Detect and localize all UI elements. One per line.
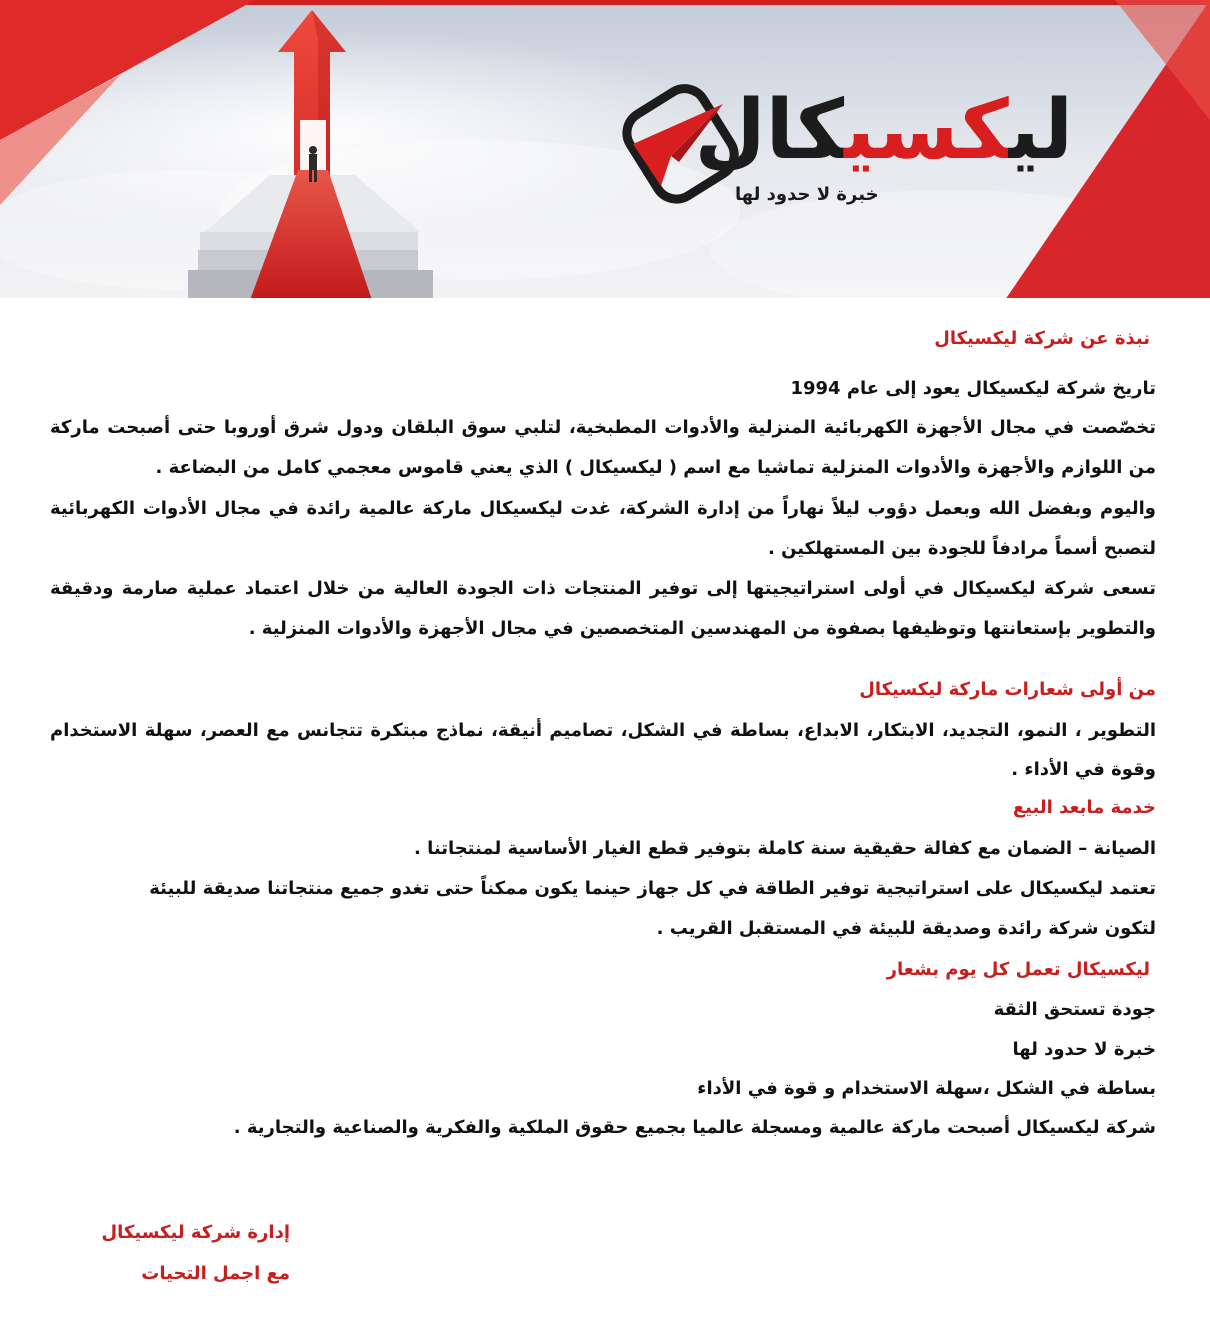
motto-line: جودة تستحق الثقة xyxy=(993,999,1156,1020)
section-heading-about: نبذة عن شركة ليكسيكال xyxy=(934,328,1150,349)
document-body xyxy=(0,298,1210,1338)
motto-line: شركة ليكسيكال أصبحت ماركة عالمية ومسجلة عالميا بجميع حقوق الملكية والفكرية والصناعية والتجارية . xyxy=(233,1117,1156,1138)
paragraph-line: وقوة في الأداء . xyxy=(1011,759,1156,780)
motto-line: بساطة في الشكل ،سهلة الاستخدام و قوة في الأداء xyxy=(697,1078,1156,1099)
paragraph-line: واليوم وبفضل الله وبعمل دؤوب ليلاً نهاراً من إدارة الشركة، غدت ليكسيكال ماركة عالمية رائدة في مجال الأدوات الكهربائية xyxy=(50,498,1156,519)
paragraph-line: من اللوازم والأجهزة والأدوات المنزلية تماشيا مع اسم ( ليكسيكال ) الذي يعني قاموس معجمي كامل من البضاعة . xyxy=(155,457,1156,478)
paragraph-line: تاريخ شركة ليكسيكال يعود إلى عام 1994 xyxy=(790,378,1156,399)
paragraph-line: تعتمد ليكسيكال على استراتيجية توفير الطاقة في كل جهاز حينما يكون ممكناً حتى تغدو جميع منتجاتنا صديقة للبيئة xyxy=(149,878,1156,899)
brand-name xyxy=(694,83,1073,178)
signature-greeting: مع اجمل التحيات xyxy=(141,1263,290,1284)
brand-logo-block xyxy=(615,78,1085,218)
brand-name-part: كال xyxy=(694,83,845,178)
header-banner xyxy=(0,0,1210,298)
paragraph-line: تسعى شركة ليكسيكال في أولى استراتيجيتها إلى توفير المنتجات ذات الجودة العالية من خلال اعتماد عملية صارمة ودقيقة xyxy=(50,578,1156,599)
section-heading-slogans: من أولى شعارات ماركة ليكسيكال xyxy=(859,679,1156,700)
paragraph-line: تخصّصت في مجال الأجهزة الكهربائية المنزلية والأدوات المطبخية، لتلبي سوق البلقان ودول شرق أوروبا حتى أصبحت ماركة xyxy=(50,417,1156,438)
paragraph-line: الصيانة – الضمان مع كفالة حقيقية سنة كاملة بتوفير قطع الغيار الأساسية لمنتجاتنا . xyxy=(413,838,1156,859)
signature-company: إدارة شركة ليكسيكال xyxy=(101,1222,290,1243)
paragraph-line: لتصبح أسماً مرادفاً للجودة بين المستهلكين . xyxy=(767,538,1156,559)
section-heading-service: خدمة مابعد البيع xyxy=(1012,797,1156,818)
paragraph-line: التطوير ، النمو، التجديد، الابتكار، الابداع، بساطة في الشكل، تصاميم أنيقة، نماذج مبتكرة تتجانس مع العصر، سهلة الاستخدام xyxy=(50,720,1156,741)
paragraph-line: والتطوير بإستعانتها وتوظيفها بصفوة من المهندسين المتخصصين في مجال الأجهزة والأدوات المنزلية . xyxy=(248,618,1156,639)
paragraph-line: لتكون شركة رائدة وصديقة للبيئة في المستقبل القريب . xyxy=(656,918,1156,939)
brand-name-part: لي xyxy=(1008,83,1073,178)
section-heading-motto: ليكسيكال تعمل كل يوم بشعار xyxy=(886,959,1150,980)
brand-name-highlight: كسي xyxy=(844,83,1009,178)
motto-line: خبرة لا حدود لها xyxy=(1012,1039,1156,1060)
brand-tagline: خبرة لا حدود لها xyxy=(735,184,879,205)
